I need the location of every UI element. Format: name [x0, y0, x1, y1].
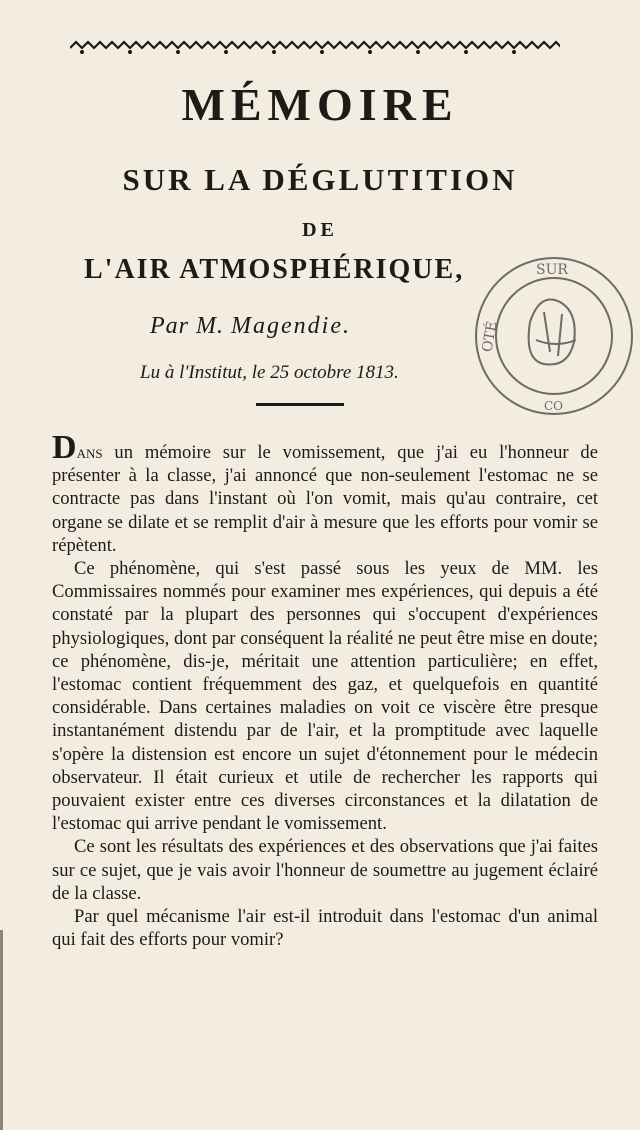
author-prefix: Par M.	[150, 313, 231, 339]
document-subtitle-line1: SUR LA DÉGLUTITION	[122, 162, 518, 197]
stamp-text-top: SUR	[536, 262, 568, 278]
read-date-line: Lu à l'Institut, le 25 octobre 1813.	[140, 362, 399, 383]
title-rule	[256, 403, 344, 406]
stamp-text-left: OTÉ	[479, 319, 501, 354]
author-name: Magendie.	[231, 313, 351, 339]
paragraph-2: Ce phénomène, qui s'est passé sous les yeux de MM. les Commissaires nommés pour examiner mes expériences, qui depuis a été constaté par la plupart des personnes qui s'occupent d'expériences physiologiques, dont par conséquent la réalité ne peut être mise en doute; ce phénomène, dis-je, méritait une attention particulière; en effet, l'estomac contient fréquemment des gaz, et quelquefois en quantité considérable. Dans certaines maladies on voit ce viscère être presque instantanément distendu par de l'air, et la promptitude avec laquelle s'opère la distension est encore un sujet d'étonnement pour le médecin observateur. Il était curieux et utile de rechercher les rapports qui pouvaient exister entre ces diverses circonstances et la dilatation de l'estomac qui arrive pendant le vomissement.	[52, 558, 598, 835]
document-title: MÉMOIRE	[181, 79, 459, 130]
author-line	[150, 313, 351, 340]
stamp-text-bottom: CO	[544, 399, 564, 413]
article-body	[52, 429, 598, 951]
page-edge-shadow	[0, 930, 3, 1130]
ornament-border	[70, 38, 560, 58]
drop-cap: D	[52, 429, 77, 466]
paragraph-3: Ce sont les résultats des expériences et des observations que j'ai faites sur ce sujet, que je vais avoir l'honneur de soumettre au jugement éclairé de la classe.	[52, 836, 598, 904]
library-stamp	[470, 252, 636, 420]
paragraph-1	[52, 429, 598, 557]
paragraph-4: Par quel mécanisme l'air est-il introduit dans l'estomac d'un animal qui fait des efforts pour vomir?	[52, 906, 598, 951]
paragraph-1-text: un mémoire sur le vomissement, que j'ai eu l'honneur de présenter à la classe, j'ai annoncé que non-seulement l'estomac ne se contracte pas dans l'instant où l'on vomit, mais qu'au contraire, cet organe se dilate et se remplit d'air à mesure que les efforts pour vomir se répètent.	[52, 442, 598, 556]
document-subtitle-de: DE	[302, 219, 338, 241]
drop-cap-continuation: ans	[76, 442, 103, 463]
document-subtitle-line2: L'AIR ATMOSPHÉRIQUE,	[84, 254, 465, 285]
